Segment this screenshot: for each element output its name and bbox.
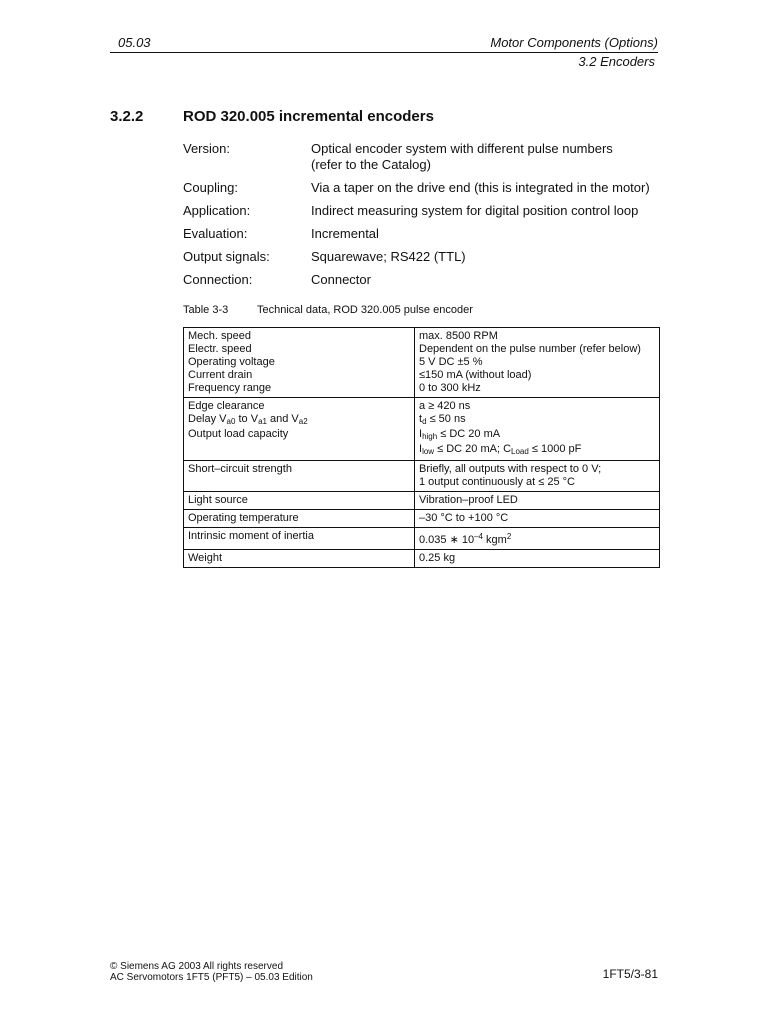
spec-value: Incremental: [311, 226, 379, 241]
table-cell-label: [184, 398, 415, 461]
spec-label: Connection:: [183, 272, 253, 287]
cell-line: [419, 428, 655, 443]
table-cell-label: [184, 328, 415, 398]
text-run: to V: [235, 413, 259, 425]
spec-row-version: [183, 141, 663, 173]
text-run: ≤ 50 ns: [426, 413, 466, 425]
cell-line: Output load capacity: [188, 428, 289, 440]
text-run: t: [419, 413, 423, 425]
spec-row-coupling: [183, 180, 663, 196]
subscript: a0: [226, 417, 236, 426]
section-number: 3.2.2: [110, 108, 144, 125]
section-title: ROD 320.005 incremental encoders: [183, 108, 434, 125]
spec-value: Squarewave; RS422 (TTL): [311, 249, 466, 264]
footer-line: © Siemens AG 2003 All rights reserved: [110, 961, 284, 972]
cell-line: Briefly, all outputs with respect to 0 V;: [419, 463, 602, 475]
table-row: [184, 510, 660, 528]
table-row: [184, 492, 660, 510]
spec-value: Connector: [311, 272, 371, 287]
spec-value: [311, 141, 663, 173]
cell-line: Electr. speed: [188, 343, 252, 355]
table-caption-number: Table 3-3: [183, 304, 229, 316]
header-section: 3.2 Encoders: [578, 54, 655, 69]
spec-row-output-signals: [183, 249, 663, 265]
table-cell-label: Operating temperature: [184, 510, 415, 528]
cell-line: [419, 443, 655, 458]
cell-line: 5 V DC ±5 %: [419, 356, 483, 368]
spec-value: Indirect measuring system for digital position control loop: [311, 203, 639, 218]
subscript: high: [422, 432, 438, 441]
text-run: I: [419, 428, 423, 440]
spec-label: Version:: [183, 141, 230, 156]
superscript: 2: [506, 532, 512, 541]
cell-line: Edge clearance: [188, 400, 265, 412]
superscript: –4: [474, 532, 483, 541]
table-caption: [183, 304, 473, 316]
spec-value-line: (refer to the Catalog): [311, 157, 431, 172]
table-cell-label: Short–circuit strength: [184, 461, 415, 492]
table-cell-label: Weight: [184, 550, 415, 568]
spec-list: [183, 141, 663, 295]
spec-label: Coupling:: [183, 180, 238, 195]
header-date: 05.03: [118, 35, 151, 50]
cell-line: [419, 413, 655, 428]
page-number: 1FT5/3-81: [602, 967, 658, 981]
table-row: [184, 528, 660, 550]
technical-data-table: [183, 327, 660, 568]
header-chapter: Motor Components (Options): [490, 35, 658, 50]
spec-value-line: Optical encoder system with different pulse numbers: [311, 141, 613, 156]
subscript: a1: [258, 417, 267, 426]
cell-line: a ≥ 420 ns: [419, 400, 471, 412]
cell-line: Mech. speed: [188, 330, 251, 342]
cell-line: ≤150 mA (without load): [419, 369, 532, 381]
spec-label: Evaluation:: [183, 226, 248, 241]
text-run: kgm: [483, 534, 507, 546]
footer-copyright: [110, 961, 313, 983]
header-rule: [110, 52, 658, 53]
subscript: d: [422, 417, 427, 426]
spec-row-application: [183, 203, 663, 219]
text-run: ≤ DC 20 mA; C: [434, 443, 512, 455]
subscript: low: [422, 447, 435, 456]
spec-value: Via a taper on the drive end (this is integrated in the motor): [311, 180, 650, 195]
cell-line: [188, 413, 410, 428]
spec-label: Output signals:: [183, 249, 270, 264]
subscript: a2: [298, 417, 308, 426]
cell-line: Frequency range: [188, 382, 272, 394]
cell-line: Dependent on the pulse number (refer below): [419, 343, 641, 355]
text-run: I: [419, 443, 423, 455]
text-run: ≤ DC 20 mA: [437, 428, 501, 440]
table-cell-value: 0.25 kg: [415, 550, 660, 568]
text-run: ≤ 1000 pF: [528, 443, 582, 455]
spec-row-connection: [183, 272, 663, 288]
table-cell-value: [415, 461, 660, 492]
table-row: [184, 550, 660, 568]
table-row: [184, 398, 660, 461]
table-cell-value: [415, 328, 660, 398]
text-run: and V: [266, 413, 299, 425]
table-cell-value: Vibration–proof LED: [415, 492, 660, 510]
table-cell-value: [415, 528, 660, 550]
cell-line: 0 to 300 kHz: [419, 382, 481, 394]
table-cell-label: Intrinsic moment of inertia: [184, 528, 415, 550]
text-run: Delay V: [188, 413, 227, 425]
cell-line: Operating voltage: [188, 356, 275, 368]
text-run: 0.035 ∗ 10: [419, 534, 475, 546]
spec-row-evaluation: [183, 226, 663, 242]
subscript: Load: [511, 447, 529, 456]
table-cell-value: –30 °C to +100 °C: [415, 510, 660, 528]
table-cell-label: Light source: [184, 492, 415, 510]
cell-line: max. 8500 RPM: [419, 330, 498, 342]
cell-line: Current drain: [188, 369, 253, 381]
footer-line: AC Servomotors 1FT5 (PFT5) – 05.03 Edition: [110, 972, 313, 983]
table-row: [184, 328, 660, 398]
table-caption-text: Technical data, ROD 320.005 pulse encoder: [257, 304, 473, 316]
table-row: [184, 461, 660, 492]
table-cell-value: [415, 398, 660, 461]
spec-label: Application:: [183, 203, 251, 218]
cell-line: 1 output continuously at ≤ 25 °C: [419, 476, 575, 488]
